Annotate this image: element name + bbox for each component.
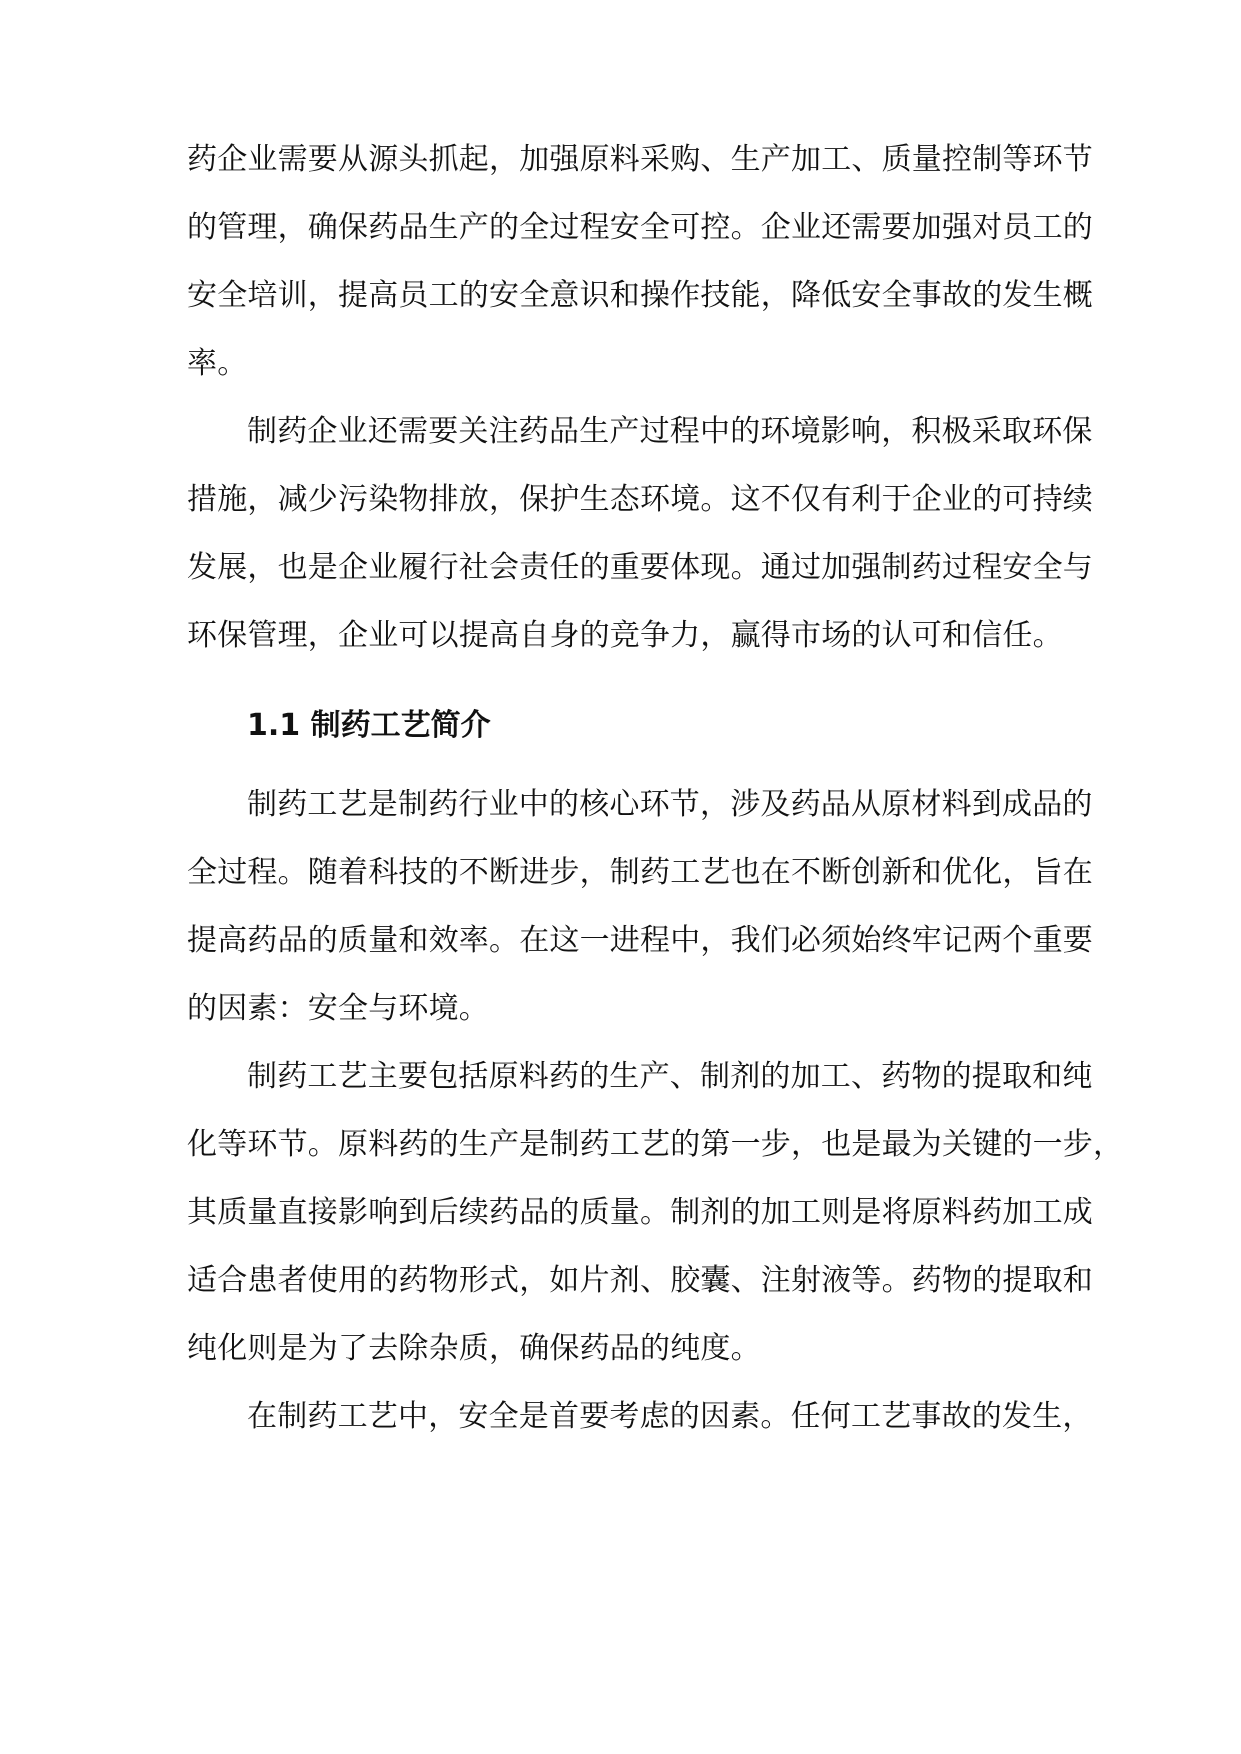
paragraph-line: 制药企业还需要关注药品生产过程中的环境影响，积极采取环保: [247, 414, 1093, 449]
paragraph-line: 纯化则是为了去除杂质，确保药品的纯度。: [187, 1331, 761, 1366]
paragraph-line: 环保管理，企业可以提高自身的竞争力，赢得市场的认可和信任。: [187, 618, 1063, 653]
paragraph-line: 率。: [187, 346, 248, 381]
paragraph-line: 在制药工艺中，安全是首要考虑的因素。任何工艺事故的发生，: [247, 1399, 1093, 1434]
paragraph-line: 的管理，确保药品生产的全过程安全可控。企业还需要加强对员工的: [187, 210, 1093, 245]
paragraph-line: 全过程。随着科技的不断进步，制药工艺也在不断创新和优化，旨在: [187, 855, 1093, 890]
paragraph-line: 药企业需要从源头抓起，加强原料采购、生产加工、质量控制等环节: [187, 142, 1093, 177]
paragraph-line: 制药工艺是制药行业中的核心环节，涉及药品从原材料到成品的: [247, 787, 1093, 822]
paragraph-line: 提高药品的质量和效率。在这一进程中，我们必须始终牢记两个重要: [187, 923, 1093, 958]
paragraph-line: 的因素：安全与环境。: [187, 991, 489, 1026]
paragraph-line: 安全培训，提高员工的安全意识和操作技能，降低安全事故的发生概: [187, 278, 1093, 313]
section-heading: 1.1 制药工艺简介: [247, 708, 491, 743]
paragraph-line: 适合患者使用的药物形式，如片剂、胶囊、注射液等。药物的提取和: [187, 1263, 1093, 1298]
paragraph-line: 措施，减少污染物排放，保护生态环境。这不仅有利于企业的可持续: [187, 482, 1093, 517]
paragraph-line: 发展，也是企业履行社会责任的重要体现。通过加强制药过程安全与: [187, 550, 1093, 585]
paragraph-line: 其质量直接影响到后续药品的质量。制剂的加工则是将原料药加工成: [187, 1195, 1093, 1230]
paragraph-line: 制药工艺主要包括原料药的生产、制剂的加工、药物的提取和纯: [247, 1059, 1093, 1094]
paragraph-line: 化等环节。原料药的生产是制药工艺的第一步，也是最为关键的一步，: [187, 1127, 1124, 1162]
